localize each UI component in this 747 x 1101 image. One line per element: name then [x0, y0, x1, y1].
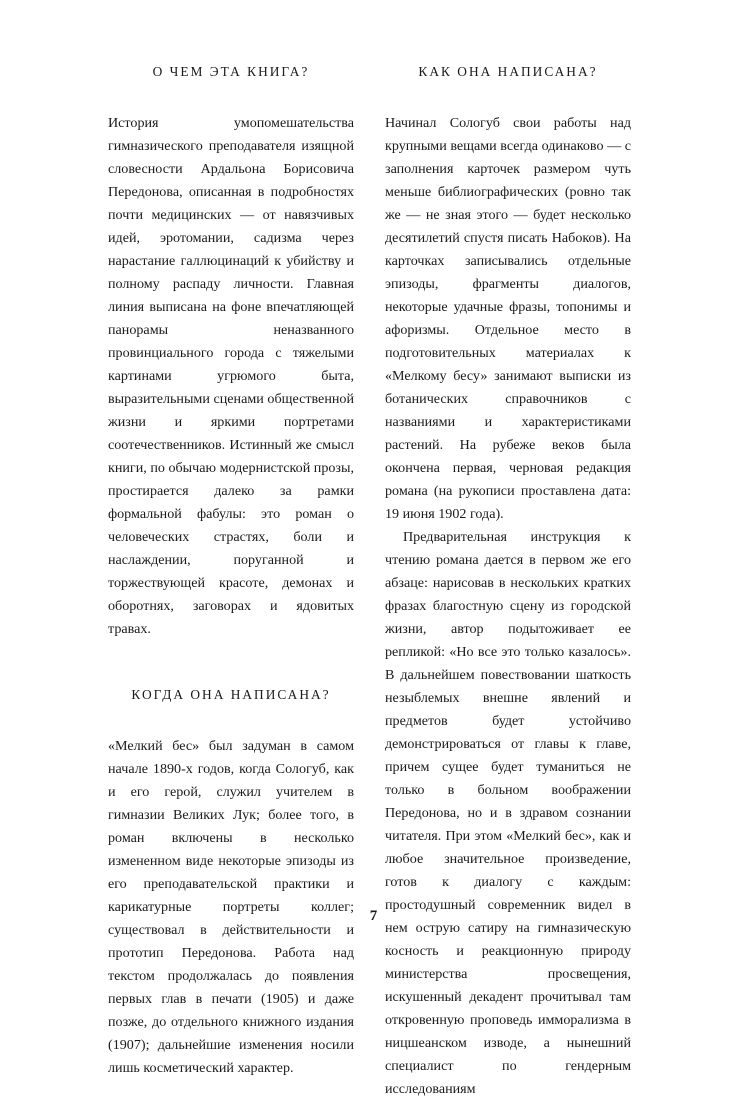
section-heading-what-is-book-about: О ЧЕМ ЭТА КНИГА?: [152, 64, 310, 79]
section-heading-when-written: КОГДА ОНА НАПИСАНА?: [131, 687, 331, 702]
section-paragraph-how-written-1: Начинал Сологуб свои работы над крупными вещами всегда одинаково — с заполнения карточек размером чуть меньше библиографических (ровно так же — не зная этого — будет несколько десятилетий спустя писать Набоков). На карточках записывались отдельные эпизоды, фрагменты диалогов, некоторые удачные фразы, топонимы и афоризмы. Отдельное место в подготовительных материалах к «Мелкому бесу» занимают выписки из ботанических справочников с названиями и характеристиками растений. На рубеже веков была окончена первая, черновая редакция романа (на рукописи проставлена дата: 19 июня 1902 года).: [385, 115, 631, 522]
page-number: 7: [369, 908, 378, 924]
section-paragraph-how-written-2: Предварительная инструкция к чтению романа дается в первом же его абзаце: нарисовав в нескольких кратких фразах благостную сцену из городской жизни, автор подытоживает ее репликой: «Но все это только казалось». В дальнейшем повествовании шаткость незыблемых внешне явлений и предметов будет устойчиво демонстрироваться от главы к главе, причем сущее будет туманиться не только в больном воображении Передонова, но и в здравом сознании читателя. При этом «Мелкий бес», как и любое значительное произведение, готов к диалогу с каждым: простодушный современник видел в нем острую сатиру на гимназическую косность и реакционную природу министерства просвещения, искушенный декадент прочитывал там откровенную проповедь имморализма в ницшеанском изводе, а нынешний специалист по гендерным исследованиям: [385, 529, 631, 1097]
left-column: [108, 62, 354, 1080]
section-paragraph-when-written: «Мелкий бес» был задуман в самом начале 1890-х годов, когда Сологуб, как и его герой, служил учителем в гимназии Великих Лук; более того, в роман включены в несколько измененном виде некоторые эпизоды из его преподавательской практики и карикатурные портреты коллег; существовал в действительности и прототип Передонова. Работа над текстом продолжалась до появления первых глав в печати (1905) и даже позже, до отдельного книжного издания (1907); дальнейшие изменения носили лишь косметический характер.: [108, 738, 354, 1076]
section-paragraph-what-is-book-about: История умопомешательства гимназического преподавателя изящной словесности Ардальона Борисовича Передонова, описанная в подробностях почти медицинских — от навязчивых идей, эротомании, садизма через нарастание галлюцинаций к убийству и полному распаду личности. Главная линия выписана на фоне впечатляющей панорамы неназванного провинциального города с тяжелыми картинами угрюмого быта, выразительными сценами общественной жизни и яркими портретами соотечественников. Истинный же смысл книги, по обычаю модернистской прозы, простирается далеко за рамки формальной фабулы: это роман о человеческих страстях, боли и наслаждении, поруганной и торжествующей красоте, демонах и оборотнях, заговорах и ядовитых травах.: [108, 115, 354, 637]
right-column: [385, 62, 631, 1101]
section-heading-how-written: КАК ОНА НАПИСАНА?: [418, 64, 598, 79]
